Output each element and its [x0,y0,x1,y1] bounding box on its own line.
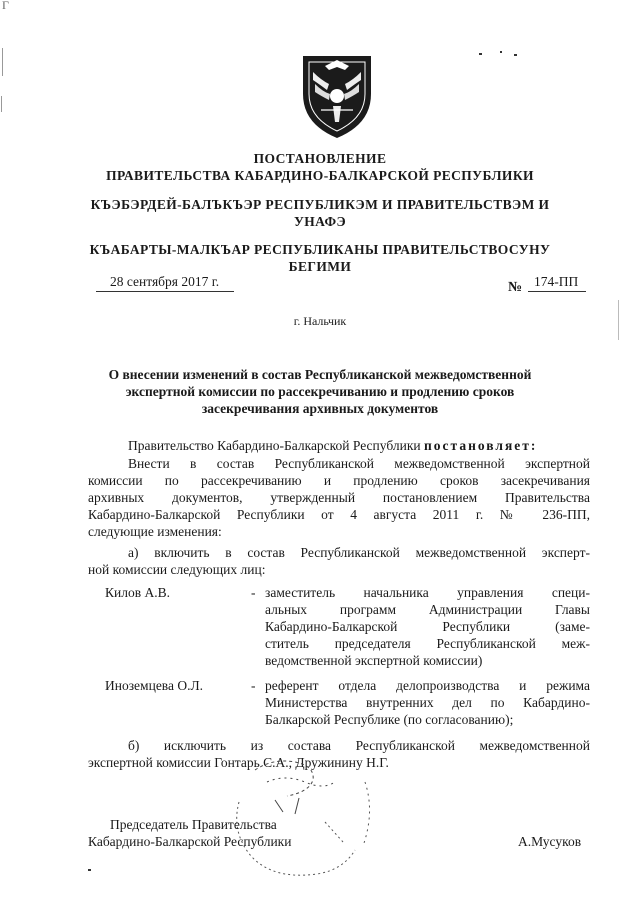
member-desc-row [105,636,590,654]
paragraph1-line3: архивных документов, утвержденный постановлением Правительства [88,490,590,505]
scan-speck [88,869,91,871]
scan-speck [479,53,482,55]
title-line1: О внесении изменений в состав Республиканской межведомственной [108,367,532,382]
member-desc-line: Кабардино-Балкарской Республики (заме- [265,619,590,634]
member-row-kilov [105,585,590,603]
issuer-balkar-line1: КЪАБАРТЫ-МАЛКЪАР РЕСПУБЛИКАНЫ ПРАВИТЕЛЬСТВОСУНУ [89,242,551,257]
title-line3: засекречивания архивных документов [201,401,439,416]
corner-mark: Г [2,0,9,12]
issuer-kabardian-line2: УНАФЭ [293,214,347,229]
member-desc-row [105,712,590,730]
member-name: Иноземцева О.Л. [105,678,204,693]
member-desc-line: ведомственной экспертной комиссии) [265,653,483,668]
paragraph1-line1: Внести в состав Республиканской межведомственной экспертной [128,456,590,471]
number-label: № [508,280,523,295]
city: г. Нальчик [293,314,347,328]
intro-text: Правительство Кабардино-Балкарской Республики [128,438,424,453]
member-desc-row [105,602,590,620]
scan-speck [514,54,517,56]
member-desc-line: Министерства внутренних дел по Кабардино- [265,695,590,710]
scan-edge-mark [2,48,3,76]
member-desc-row [105,695,590,713]
decree-word: постановляет: [424,438,538,453]
member-row-inozemtseva [105,678,590,696]
scan-edge-mark [1,96,2,112]
number-underline [528,291,586,292]
coat-of-arms-emblem [299,50,375,140]
signer-name: А.Мусуков [518,834,582,849]
member-desc-row [105,653,590,671]
signer-position-line1: Председатель Правительства [110,817,277,832]
member-desc-row [105,619,590,637]
intro-paragraph [128,437,590,455]
member-desc-line: референт отдела делопроизводства и режима [265,678,590,693]
title-line2: экспертной комиссии по рассекречиванию и продлению сроков [125,384,515,399]
date-underline [96,291,234,292]
member-dash: - [251,585,256,600]
scan-speck [500,51,502,53]
signer-position-line2: Кабардино-Балкарской Республики [88,834,292,849]
document-type: ПОСТАНОВЛЕНИЕ [253,151,387,166]
issuer-russian: ПРАВИТЕЛЬСТВА КАБАРДИНО-БАЛКАРСКОЙ РЕСПУБЛИКИ [106,168,534,183]
issuer-kabardian-line1: КЪЭБЭРДЕЙ-БАЛЪКЪЭР РЕСПУБЛИКЭМ И ПРАВИТЕЛЬСТВЭМ И [90,197,550,212]
issuer-balkar-line2: БЕГИМИ [288,259,352,274]
paragraph1-line4: Кабардино-Балкарской Республики от 4 августа 2011 г. № 236-ПП, [88,507,590,522]
item-b-line2: экспертной комиссии Гонтарь С.А., Дружинину Н.Г. [88,755,389,770]
member-desc-line: альных программ Администрации Главы [265,602,590,617]
document-number: 174-ПП [534,274,579,289]
member-desc-line: Балкарской Республике (по согласованию); [265,712,514,727]
paragraph1-line2: комиссии по рассекречиванию и продлению сроков засекречивания [88,473,590,488]
item-b-line1: б) исключить из состава Республиканской межведомственной [128,738,590,753]
item-a-line1: а) включить в состав Республиканской межведомственной эксперт- [128,545,590,560]
member-name: Килов А.В. [105,585,170,600]
item-a-line2: ной комиссии следующих лиц: [88,562,266,577]
member-desc-line: ститель председателя Республиканской меж- [265,636,590,651]
member-dash: - [251,678,256,693]
document-date: 28 сентября 2017 г. [110,274,220,289]
member-desc-line: заместитель начальника управления специ- [265,585,590,600]
paragraph1-line5: следующие изменения: [88,524,222,539]
